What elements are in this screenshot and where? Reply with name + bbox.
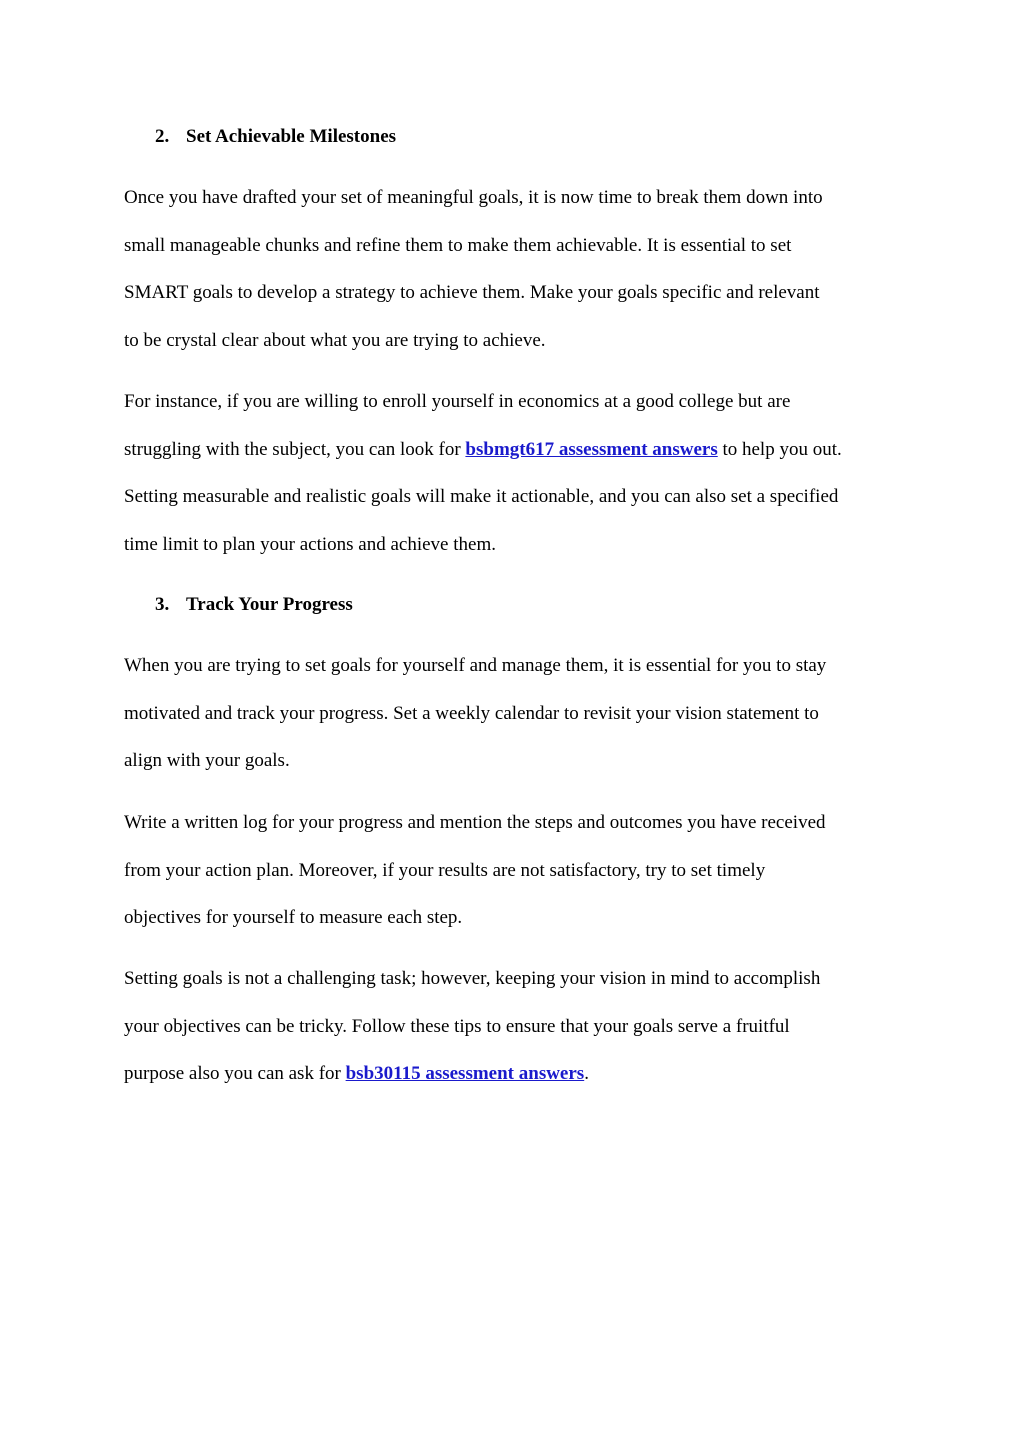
text-line: time limit to plan your actions and achieve them. <box>124 533 496 555</box>
section-number: 2. <box>155 126 170 147</box>
section-number: 3. <box>155 594 170 615</box>
text-line: motivated and track your progress. Set a weekly calendar to revisit your vision statement to <box>124 702 819 724</box>
text-line-with-link <box>124 438 924 486</box>
text-segment: struggling with the subject, you can look for <box>124 438 466 460</box>
text-segment: purpose also you can ask for <box>124 1063 346 1084</box>
text-line: to be crystal clear about what you are trying to achieve. <box>124 329 546 351</box>
section-heading-milestones <box>155 125 396 149</box>
paragraph-drafted-goals <box>124 186 924 376</box>
text-line: For instance, if you are willing to enroll yourself in economics at a good college but are <box>124 391 791 412</box>
bsb30115-assessment-link[interactable]: bsb30115 assessment answers <box>345 1063 585 1084</box>
paragraph-for-instance <box>124 390 924 580</box>
bsbmgt617-assessment-link[interactable]: bsbmgt617 assessment answers <box>465 438 718 460</box>
text-line: align with your goals. <box>124 750 290 771</box>
text-line: from your action plan. Moreover, if your results are not satisfactory, try to set timely <box>124 859 766 881</box>
paragraph-track-progress <box>124 654 924 797</box>
text-line: SMART goals to develop a strategy to achieve them. Make your goals specific and relevant <box>124 282 820 303</box>
paragraph-written-log <box>124 811 924 954</box>
text-line: Setting goals is not a challenging task; however, keeping your vision in mind to accomplish <box>124 968 821 989</box>
section-heading-progress <box>155 593 353 617</box>
text-line: Once you have drafted your set of meaningful goals, it is now time to break them down into <box>124 187 823 208</box>
section-title: Set Achievable Milestones <box>186 126 397 147</box>
section-title: Track Your Progress <box>186 594 353 615</box>
paragraph-conclusion <box>124 967 924 1110</box>
text-line-with-link <box>124 1062 924 1110</box>
text-segment: to help you out. <box>717 438 842 460</box>
text-line: objectives for yourself to measure each step. <box>124 907 463 928</box>
text-line: small manageable chunks and refine them to make them achievable. It is essential to set <box>124 234 792 256</box>
text-line: Write a written log for your progress and mention the steps and outcomes you have received <box>124 812 826 833</box>
text-line: When you are trying to set goals for yourself and manage them, it is essential for you to stay <box>124 655 827 676</box>
text-segment: . <box>584 1063 589 1084</box>
text-line: your objectives can be tricky. Follow these tips to ensure that your goals serve a fruitful <box>124 1015 790 1037</box>
text-line: Setting measurable and realistic goals will make it actionable, and you can also set a specified <box>124 486 839 507</box>
